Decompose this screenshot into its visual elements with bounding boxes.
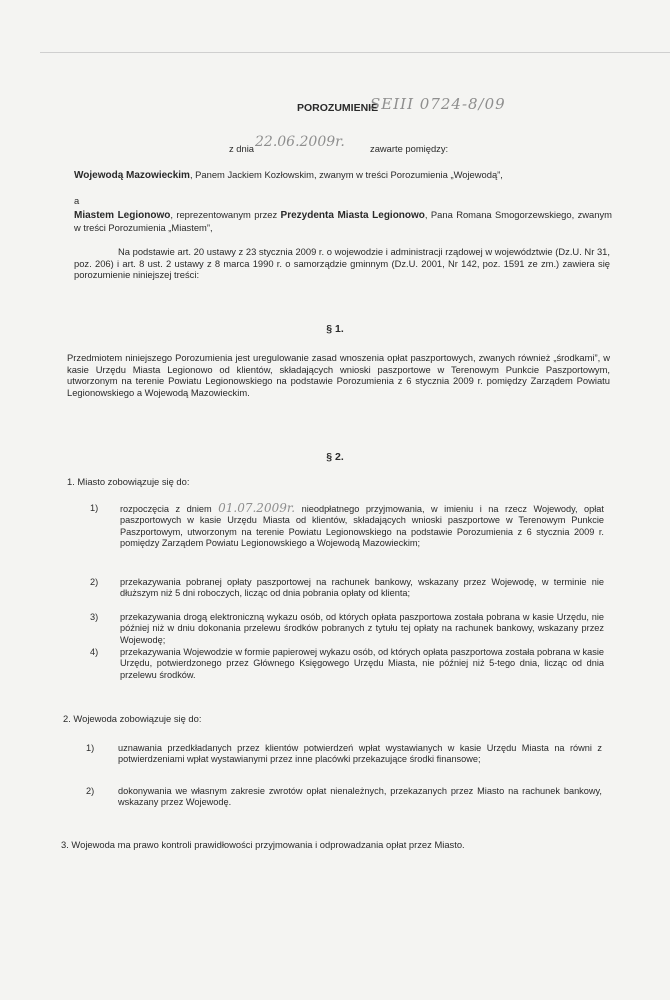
document-title: POROZUMIENIE xyxy=(297,102,379,114)
list-item: dokonywania we własnym zakresie zwrotów opłat nienależnych, przekazanych przez Miasto na rachunek bankowy, wskazany przez Wojewodę. xyxy=(118,786,602,808)
list-item: uznawania przedkładanych przez klientów potwierdzeń wpłat wystawianych w kasie Urzędu Miasta na równi z potwierdzeniami wpłat wystawianymi przez inne placówki przekazujące środki finansowe; xyxy=(118,743,602,765)
list-item: przekazywania drogą elektroniczną wykazu osób, od których opłata paszportowa została pobrana w kasie Urzędu, nie później niż w dniu dokonania przelewu środków pobranych z tytułu tej opłaty na rachunek bankowy, wskazany przez Wojewodę; xyxy=(120,612,604,645)
list-item-text-a: rozpoczęcia z dniem xyxy=(120,504,212,514)
legal-basis: Na podstawie art. 20 ustawy z 23 stycznia 2009 r. o wojewodzie i administracji rządowej w województwie (Dz.U. Nr 31, poz. 206) i art. 8 ust. 2 ustawy z 8 marca 1990 r. o samorządzie gminnym (Dz.U. 2001, Nr 142, poz. 1591 ze zm.) zawiera się porozumienie niniejszej treści: xyxy=(74,246,610,281)
section-2-point-2-intro: 2. Wojewoda zobowiązuje się do: xyxy=(63,713,202,724)
conjunction-a: a xyxy=(74,195,80,206)
party-1-details: , Panem Jackiem Kozłowskim, zwanym w treści Porozumienia „Wojewodą”, xyxy=(189,169,503,180)
list-item-number: 2) xyxy=(90,577,99,587)
party-2 xyxy=(74,209,612,233)
section-2-point-1-intro: 1. Miasto zobowiązuje się do: xyxy=(67,476,190,487)
party-2-representative: Prezydenta Miasta Legionowo xyxy=(280,210,425,221)
section-1-heading: § 1. xyxy=(326,323,344,335)
party-1-name: Wojewodą Mazowieckim xyxy=(74,170,190,181)
date-prefix: z dnia xyxy=(229,143,255,154)
list-item-number: 3) xyxy=(90,612,99,622)
party-2-name: Miastem Legionowo xyxy=(74,210,171,221)
date-suffix: zawarte pomiędzy: xyxy=(370,143,449,154)
list-item: przekazywania Wojewodzie w formie papierowej wykazu osób, od których opłata paszportowa została pobrana w kasie Urzędu, potwierdzonego przez Głównego Księgowego Urzędu Miasta, nie później niż 5-tego dnia, licząc od dnia przelewu środków. xyxy=(120,647,604,680)
list-item-number: 1) xyxy=(90,503,99,513)
party-2-mid: , reprezentowanym przez xyxy=(170,209,281,220)
handwritten-start-date: 01.07.2009r. xyxy=(218,501,296,515)
party-1 xyxy=(74,169,612,182)
handwritten-reference: SEIII 0724-8/09 xyxy=(370,95,506,113)
handwritten-date: 22.06.2009r. xyxy=(255,134,345,150)
party-2-details: , Pana Romana Smogorzewskiego, zwanym w treści Porozumienia „Miastem”, xyxy=(74,209,612,233)
section-2-point-3: 3. Wojewoda ma prawo kontroli prawidłowości przyjmowania i odprowadzania opłat przez Miasto. xyxy=(61,839,465,850)
list-item-number: 4) xyxy=(90,647,99,657)
section-2-heading: § 2. xyxy=(326,451,344,463)
list-item-number: 2) xyxy=(86,786,95,796)
list-item: przekazywania pobranej opłaty paszportowej na rachunek bankowy, wskazany przez Wojewodę, w terminie nie dłuższym niż 5 dni roboczych, licząc od dnia pobrania opłaty od klienta; xyxy=(120,577,604,599)
list-item xyxy=(120,503,604,550)
list-item-number: 1) xyxy=(86,743,95,753)
section-1-text: Przedmiotem niniejszego Porozumienia jest uregulowanie zasad wnoszenia opłat paszportowych, zwanych również „środkami”, w kasie Urzędu Miasta Legionowo od klientów, składających wnioski paszportowe w Terenowym Punkcie Paszportowym, utworzonym na terenie Powiatu Legionowskiego na podstawie Porozumienia z 6 stycznia 2009 r. pomiędzy Zarządem Powiatu Legionowskiego a Wojewodą Mazowieckim. xyxy=(67,352,610,398)
scan-edge-line xyxy=(40,52,670,53)
list-item-text-b: nieodpłatnego przyjmowania, w imieniu i na rzecz Wojewody, opłat paszportowych w kasie Urzędu Miasta od klientów, składających wnioski paszportowe w Terenowym Punkcie Paszportowym, utworzonym na terenie Powiatu Legionowskiego na podstawie Porozumienia z 6 stycznia 2009 r. pomiędzy Zarządem Powiatu Legionowskiego a Wojewodą Mazowieckim; xyxy=(120,504,604,549)
